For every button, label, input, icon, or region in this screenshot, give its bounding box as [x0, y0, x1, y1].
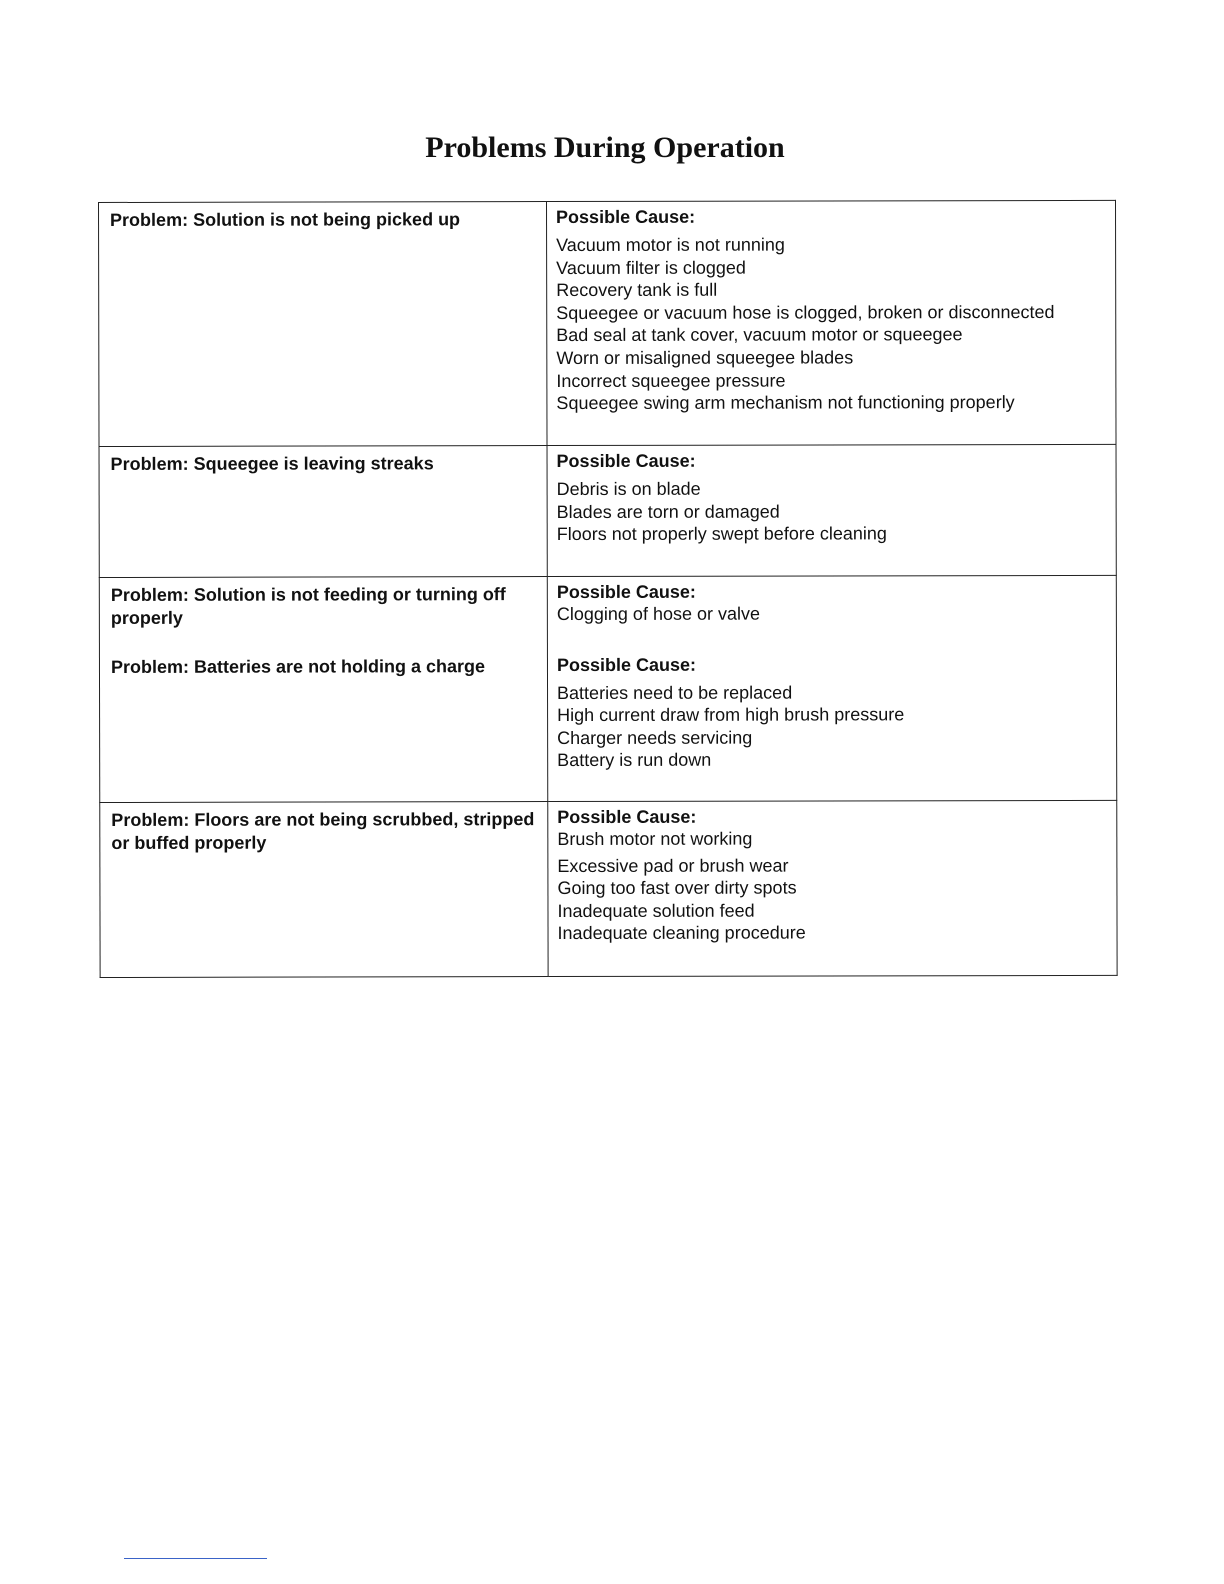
problem-text: Problem: Batteries are not holding a charge	[110, 656, 486, 677]
possible-cause-label: Possible Cause:	[557, 806, 697, 828]
cause-item: Charger needs servicing	[557, 727, 753, 748]
troubleshooting-table	[98, 200, 1118, 978]
table-row	[99, 444, 1116, 577]
table-row	[99, 575, 1116, 802]
cause-item: Battery is run down	[557, 750, 712, 771]
page-title: Problems During Operation	[425, 131, 785, 165]
cause-item: Squeegee or vacuum hose is clogged, broken or disconnected	[556, 301, 1055, 323]
cause-item: Clogging of hose or valve	[556, 603, 761, 625]
cause-item: Blades are torn or damaged	[556, 501, 780, 522]
cause-item: Floors not properly swept before cleaning	[556, 523, 887, 545]
cause-list	[557, 827, 1106, 851]
problem-text: Problem: Solution is not being picked up	[110, 209, 461, 230]
problem-cell	[100, 802, 548, 978]
cause-item: Worn or misaligned squeegee blades	[556, 347, 854, 369]
problem-cell	[99, 202, 548, 447]
cause-item: Excessive pad or brush wear	[557, 855, 789, 876]
cause-item: Batteries need to be replaced	[557, 682, 793, 703]
cause-list	[557, 602, 1106, 626]
cause-cell	[547, 575, 1116, 801]
table-row	[100, 800, 1117, 977]
cause-list	[557, 853, 1106, 945]
cause-item: High current draw from high brush pressure	[557, 704, 905, 726]
cause-item: Inadequate cleaning procedure	[557, 922, 806, 944]
cause-item: Inadequate solution feed	[557, 900, 755, 921]
cause-item: Vacuum filter is clogged	[556, 257, 746, 278]
cause-list	[557, 477, 1106, 546]
possible-cause-label: Possible Cause:	[556, 581, 696, 603]
cause-item: Brush motor not working	[557, 828, 753, 850]
cause-item: Debris is on blade	[556, 478, 701, 500]
cause-item: Incorrect squeegee pressure	[556, 370, 786, 391]
footer-rule	[124, 1558, 267, 1559]
cause-list	[557, 680, 1106, 772]
possible-cause-label: Possible Cause:	[556, 450, 696, 472]
cause-cell	[547, 444, 1116, 576]
cause-item: Recovery tank is full	[556, 279, 718, 301]
possible-cause-label: Possible Cause:	[556, 206, 696, 228]
problem-text: Problem: Squeegee is leaving streaks	[110, 453, 434, 474]
cause-list	[556, 233, 1105, 415]
possible-cause-label: Possible Cause:	[556, 654, 697, 675]
cause-item: Going too fast over dirty spots	[557, 877, 797, 899]
problem-cell	[99, 446, 547, 578]
cause-cell	[548, 800, 1117, 976]
problem-text: Problem: Floors are not being scrubbed, stripped or buffed properly	[111, 809, 535, 853]
table-row	[99, 200, 1117, 446]
cause-item: Squeegee swing arm mechanism not functioning properly	[556, 392, 1015, 414]
problem-cell	[99, 577, 547, 803]
cause-item: Bad seal at tank cover, vacuum motor or squeegee	[556, 324, 963, 346]
cause-cell	[547, 200, 1117, 445]
cause-item: Vacuum motor is not running	[556, 234, 785, 256]
problem-text: Problem: Solution is not feeding or turning off properly	[110, 584, 506, 628]
